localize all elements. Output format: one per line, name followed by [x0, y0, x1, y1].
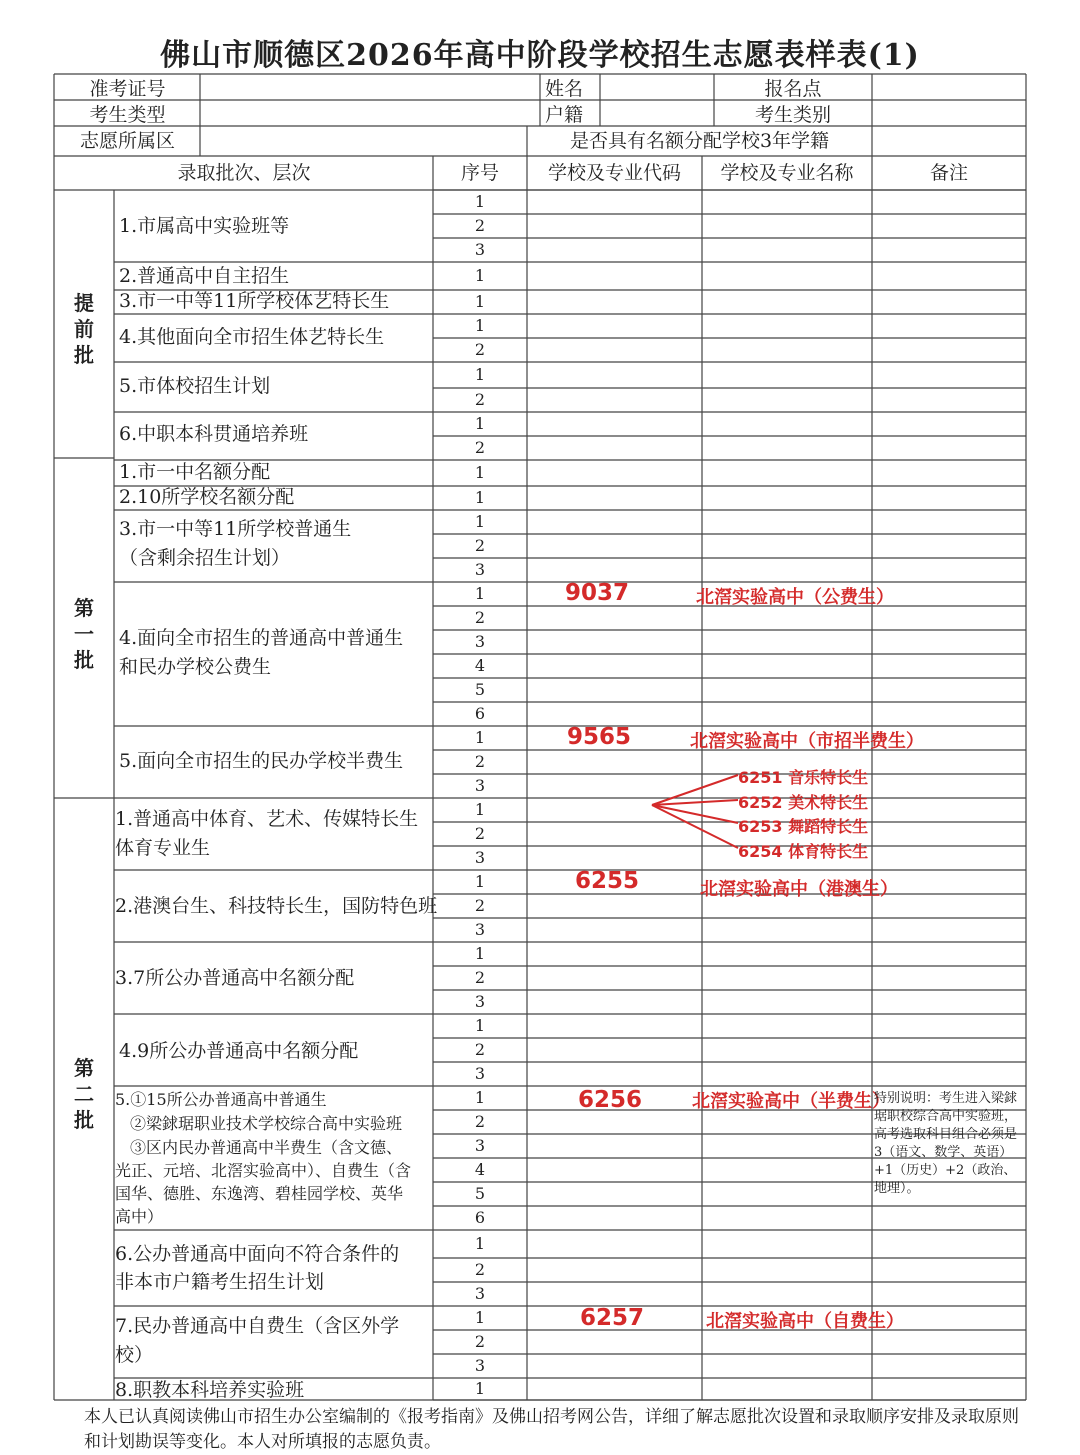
category-s5-item2: ②梁銶琚职业技术学校综合高中实验班: [130, 1114, 403, 1133]
category-s6: 6.公办普通高中面向不符合条件的: [115, 1243, 400, 1265]
batch-first-label: 第一批: [74, 596, 94, 672]
category-s7-cont: 校）: [115, 1344, 154, 1366]
seq-number: 2: [474, 340, 486, 359]
seq-number: 2: [474, 896, 486, 915]
seq-number: 5: [474, 1184, 486, 1203]
category-s1: 1.普通高中体育、艺术、传媒特长生: [115, 808, 419, 830]
seq-number: 4: [474, 1160, 486, 1179]
seq-number: 2: [474, 1112, 486, 1131]
seq-number: 2: [474, 390, 486, 409]
category-f4-cont: 和民办学校公费生: [119, 656, 272, 678]
category-s5-cont2: 国华、德胜、东逸湾、碧桂园学校、英华: [115, 1184, 404, 1203]
seq-number: 1: [474, 1379, 486, 1398]
choice-code-1: 9037: [565, 580, 630, 606]
annotation-2: 6252 美术特长生: [738, 793, 869, 812]
seq-number: 3: [474, 632, 486, 651]
seq-number: 1: [474, 266, 486, 285]
category-s5-item3: ③区内民办普通高中半费生（含文德、: [130, 1138, 403, 1157]
district-label: 志愿所属区: [79, 130, 175, 152]
choice-code-5: 6257: [580, 1305, 645, 1331]
choice-name-2: 北滘实验高中（市招半费生）: [690, 731, 924, 752]
seq-number: 2: [474, 968, 486, 987]
seq-number: 2: [474, 216, 486, 235]
choice-name-3: 北滘实验高中（港澳生）: [700, 879, 898, 900]
seq-number: 3: [474, 992, 486, 1011]
declaration-footer: 本人已认真阅读佛山市招生办公室编制的《报考指南》及佛山招考网公告，详细了解志愿批次设置和录取顺序安排及录取原则和计划勘误等变化。本人对所填报的志愿负责。: [84, 1407, 1019, 1452]
seq-number: 2: [474, 1040, 486, 1059]
seq-number: 4: [474, 656, 486, 675]
seq-number: 1: [474, 488, 486, 507]
seq-number: 1: [474, 800, 486, 819]
category-e5: 5.市体校招生计划: [119, 375, 271, 397]
seq-number: 1: [474, 414, 486, 433]
category-s7: 7.民办普通高中自费生（含区外学: [115, 1315, 400, 1337]
name-label: 姓名: [545, 78, 584, 100]
seq-number: 3: [474, 240, 486, 259]
category-e1: 1.市属高中实验班等: [119, 215, 290, 237]
category-f3-note: （含剩余招生计划）: [119, 547, 291, 569]
category-s2: 2.港澳台生、科技特长生，国防特色班: [115, 895, 438, 917]
col-school-name: 学校及专业名称: [720, 162, 854, 184]
seq-number: 1: [474, 1088, 486, 1107]
seq-number: 3: [474, 560, 486, 579]
category-s5-cont3: 高中）: [115, 1207, 164, 1226]
annotation-1: 6251 音乐特长生: [738, 768, 869, 787]
batch-second: [54, 1055, 114, 1133]
seq-number: 1: [474, 316, 486, 335]
household-label: 户籍: [545, 104, 584, 126]
annotation-arrows: [652, 775, 738, 848]
seq-number: 5: [474, 680, 486, 699]
seq-number: 2: [474, 1260, 486, 1279]
registration-point-label: 报名点: [764, 78, 822, 100]
seq-number: 1: [474, 944, 486, 963]
batch-second-label: 第二批: [74, 1056, 94, 1132]
admission-no-label: 准考证号: [89, 78, 166, 100]
category-s5-cont1: 光正、元培、北滘实验高中）、自费生（含: [115, 1161, 412, 1180]
seq-number: 3: [474, 920, 486, 939]
candidate-category-label: 考生类别: [754, 104, 831, 126]
batch-first: [54, 595, 114, 673]
category-f3: 3.市一中等11所学校普通生: [119, 518, 352, 540]
category-f5: 5.面向全市招生的民办学校半费生: [119, 750, 404, 772]
choice-code-3: 6255: [575, 868, 640, 894]
seq-number: 6: [474, 704, 486, 723]
category-f2: 2.10所学校名额分配: [119, 486, 295, 508]
choice-name-5: 北滘实验高中（自费生）: [706, 1311, 904, 1332]
page-title: 佛山市顺德区2026年高中阶段学校招生志愿表样表(1): [160, 38, 920, 73]
col-batch-level: 录取批次、层次: [177, 162, 311, 184]
category-s5: 5.①15所公办普通高中普通生: [115, 1090, 327, 1109]
category-e2: 2.普通高中自主招生: [119, 265, 290, 287]
seq-number: 2: [474, 1332, 486, 1351]
seq-number: 1: [474, 728, 486, 747]
category-e3: 3.市一中等11所学校体艺特长生: [119, 290, 390, 312]
choice-name-4: 北滘实验高中（半费生）: [692, 1091, 890, 1112]
remark-note: 特别说明：考生进入梁銶琚职校综合高中实验班，高考选取科目组合必须是3（语文、数学、英语）+1（历史）+2（政治、地理）。: [874, 1091, 1018, 1196]
seq-number: 6: [474, 1208, 486, 1227]
col-seq: 序号: [460, 162, 499, 184]
seq-number: 1: [474, 192, 486, 211]
seq-number: 3: [474, 776, 486, 795]
seq-number: 2: [474, 608, 486, 627]
batch-early-label: 提前批: [74, 291, 94, 367]
category-s6-cont: 非本市户籍考生招生计划: [115, 1271, 325, 1293]
col-code: 学校及专业代码: [547, 162, 681, 184]
col-remark: 备注: [929, 162, 968, 184]
seq-number: 3: [474, 848, 486, 867]
seq-number: 1: [474, 1016, 486, 1035]
choice-code-2: 9565: [567, 724, 632, 750]
seq-number: 1: [474, 584, 486, 603]
category-f1: 1.市一中名额分配: [119, 461, 271, 483]
seq-number: 1: [474, 512, 486, 531]
candidate-type-label: 考生类型: [89, 104, 166, 126]
seq-number: 1: [474, 365, 486, 384]
seq-number: 2: [474, 752, 486, 771]
batch-early: [54, 290, 114, 368]
category-f4: 4.面向全市招生的普通高中普通生: [119, 627, 404, 649]
seq-number: 1: [474, 872, 486, 891]
category-s3: 3.7所公办普通高中名额分配: [115, 967, 355, 989]
category-s4: 4.9所公办普通高中名额分配: [119, 1040, 359, 1062]
seq-number: 3: [474, 1284, 486, 1303]
seq-number: 1: [474, 292, 486, 311]
seq-number: 1: [474, 1234, 486, 1253]
annotation-3: 6253 舞蹈特长生: [738, 817, 869, 836]
category-s8: 8.职教本科培养实验班: [115, 1379, 305, 1401]
category-e4: 4.其他面向全市招生体艺特长生: [119, 326, 385, 348]
annotation-4: 6254 体育特长生: [738, 842, 869, 861]
category-e6: 6.中职本科贯通培养班: [119, 423, 309, 445]
seq-number: 2: [474, 438, 486, 457]
seq-number: 3: [474, 1064, 486, 1083]
seq-number: 2: [474, 824, 486, 843]
seq-number: 1: [474, 1308, 486, 1327]
choice-code-4: 6256: [578, 1087, 643, 1113]
seq-number: 2: [474, 536, 486, 555]
seq-number: 3: [474, 1356, 486, 1375]
category-s1-cont: 体育专业生: [115, 837, 211, 859]
seq-number: 3: [474, 1136, 486, 1155]
choice-name-1: 北滘实验高中（公费生）: [696, 587, 894, 608]
quota-question-label: 是否具有名额分配学校3年学籍: [569, 130, 830, 152]
seq-number: 1: [474, 463, 486, 482]
